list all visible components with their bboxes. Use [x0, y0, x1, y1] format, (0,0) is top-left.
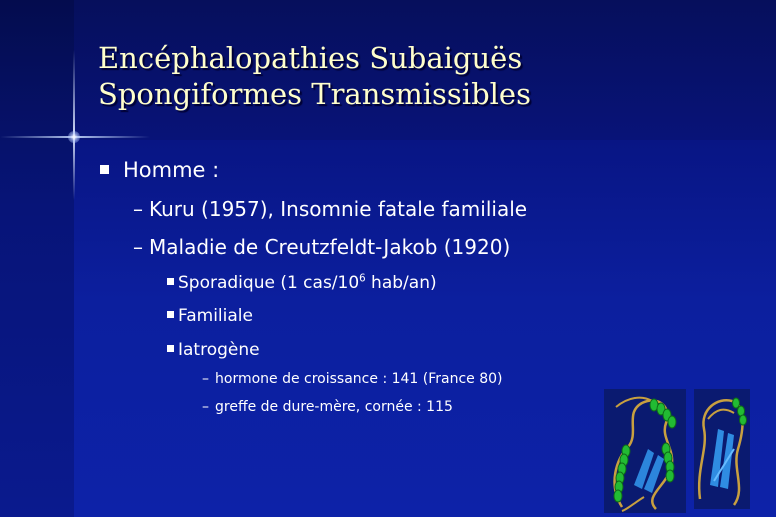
prion-protein-structure-image-1	[604, 389, 686, 513]
slide-title	[98, 40, 531, 112]
dash-marker: –	[133, 235, 143, 259]
dash-marker: –	[202, 399, 209, 415]
sporadique-text-end: hab/an)	[365, 273, 437, 293]
star-sparkle-vertical	[73, 50, 75, 200]
dash-marker: –	[202, 371, 209, 387]
iatrogene-text: Iatrogène	[178, 340, 260, 360]
sporadique-exponent: 6	[359, 273, 366, 285]
hormone-text: hormone de croissance : 141 (France 80)	[215, 371, 503, 387]
bullet-homme	[100, 155, 219, 185]
title-line-2: Spongiformes Transmissibles	[98, 77, 531, 111]
square-bullet-icon	[167, 345, 174, 352]
star-sparkle-icon	[68, 131, 80, 143]
sub-bullet-mcj	[133, 233, 510, 261]
item-hormone	[202, 368, 503, 390]
bullet-homme-text: Homme :	[123, 158, 220, 182]
dash-marker: –	[133, 197, 143, 221]
square-bullet-icon	[100, 165, 109, 174]
item-sporadique	[167, 270, 437, 296]
greffe-text: greffe de dure-mère, cornée : 115	[215, 399, 453, 415]
title-line-1: Encéphalopathies Subaiguës	[98, 41, 523, 75]
sub-bullet-mcj-text: Maladie de Creutzfeldt-Jakob (1920)	[149, 235, 511, 259]
sub-bullet-kuru	[133, 195, 527, 223]
item-iatrogene	[167, 337, 260, 363]
sub-bullet-kuru-text: Kuru (1957), Insomnie fatale familiale	[149, 197, 528, 221]
left-band	[0, 0, 74, 517]
item-familiale	[167, 303, 253, 329]
familiale-text: Familiale	[178, 306, 253, 326]
square-bullet-icon	[167, 311, 174, 318]
prion-protein-structure-image-2	[694, 389, 750, 509]
square-bullet-icon	[167, 278, 174, 285]
item-greffe	[202, 396, 453, 418]
sporadique-text: Sporadique (1 cas/10	[178, 273, 360, 293]
